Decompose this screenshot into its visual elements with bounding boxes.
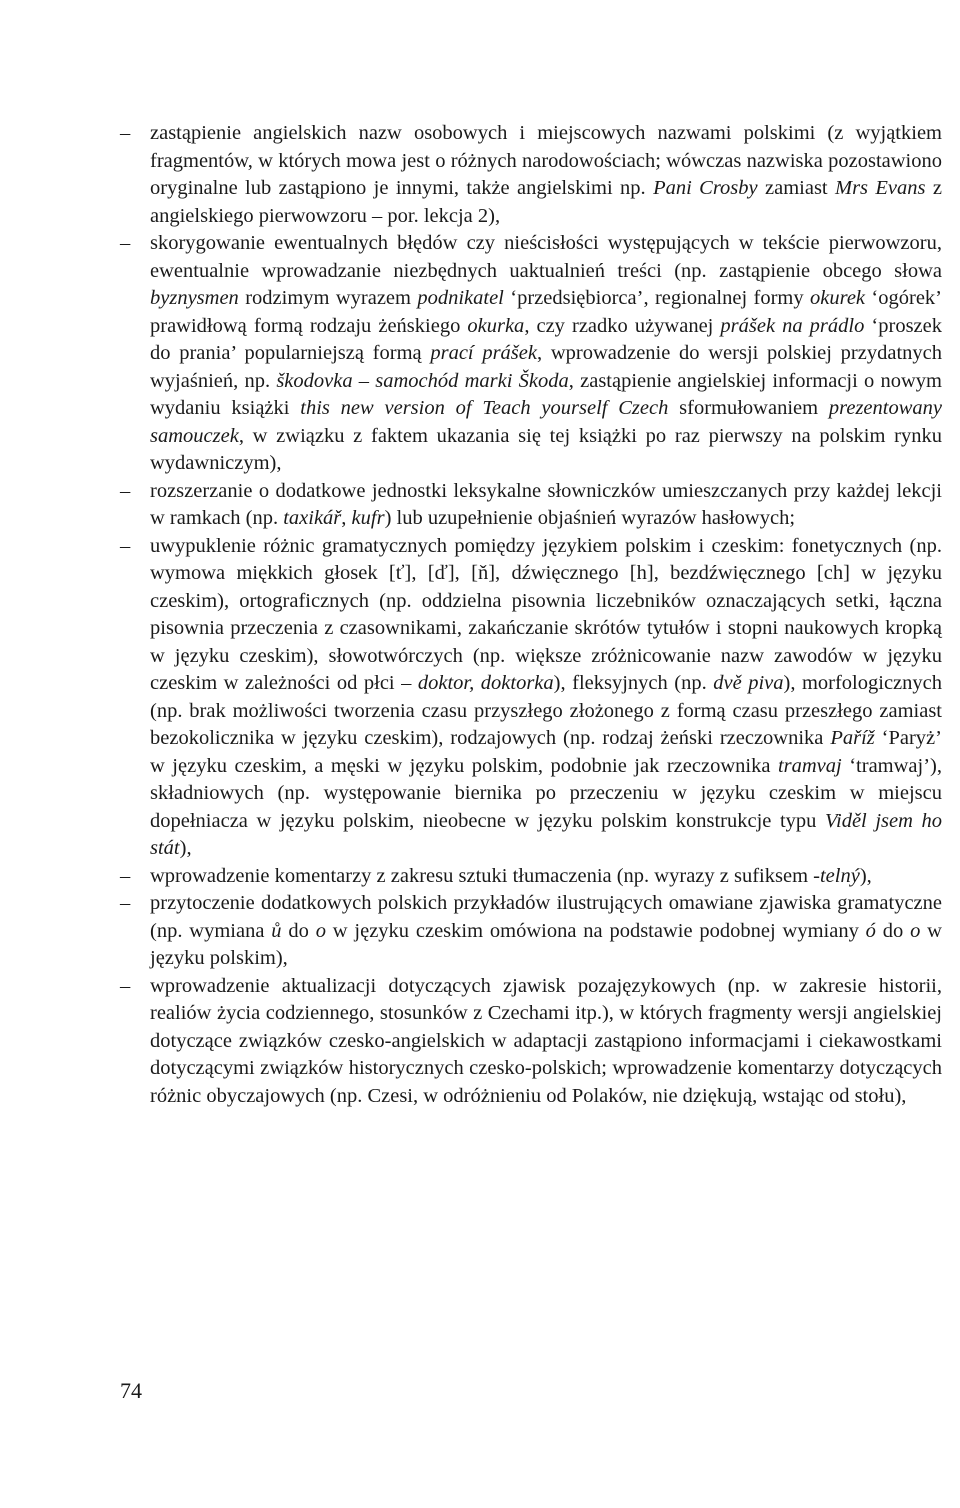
dash-bullet: – [120, 479, 131, 502]
italic-term: tramvaj [777, 754, 842, 777]
list-item [120, 478, 942, 533]
text-run: zastąpienie angielskich nazw osobowych i miejscowych nazwami polskimi (z wyjątkiem fragmentów, w których mowa jest o różnych narodowościach; wówczas nazwiska pozostawiono oryginalne lub zastąpiono je innymi, także angielskimi np. [150, 122, 942, 199]
item-text [150, 535, 942, 860]
page-number: 74 [120, 1378, 142, 1403]
italic-term: doktor, doktorka [417, 672, 554, 694]
dash-bullet: – [120, 974, 131, 997]
text-run: ‘proszek do prania’ popularniejszą formą [150, 314, 942, 364]
italic-term: Mrs Evans [835, 177, 926, 199]
italic-term: prezentowany samouczek [150, 397, 942, 447]
text-run: ‘przedsiębiorca’, regionalnej formy [503, 287, 811, 309]
italic-term: prášek na prádlo [720, 314, 865, 337]
dash-bullet: – [120, 122, 131, 144]
italic-term: byznysmen [150, 287, 239, 309]
text-run: ) lub uzupełnienie objaśnień wyrazów hasłowych; [384, 507, 796, 529]
italic-term: taxikář [283, 507, 342, 529]
italic-term: -telný [813, 864, 860, 887]
text-run: , wprowadzenie do wersji polskiej przydatnych wyjaśnień, np. [150, 342, 942, 392]
list-item [120, 120, 942, 230]
text-run: ), [859, 864, 872, 887]
list-item [120, 890, 942, 973]
text-run: sformułowaniem [668, 397, 829, 419]
text-run: rodzimym wyrazem [238, 287, 418, 309]
italic-term: o [315, 919, 326, 942]
item-text [150, 975, 942, 1107]
item-text [150, 892, 942, 969]
text-run: wprowadzenie aktualizacji dotyczących zjawisk pozajęzykowych (np. w zakresie historii, realiów życia codziennego, stosunków z Czechami itp.), w których fragmenty wersji angielskiej dotyczące związków czesko-angielskich w adaptacji zastąpiono informacjami i ciekawostkami dotyczącymi związków historycznych czesko-polskich; wprowadzenie komentarzy dotyczących różnic obyczajowych (np. Czesi, w odróżnieniu od Polaków, nie dziękują, wstając od stołu), [150, 974, 942, 1107]
text-run: , [341, 507, 352, 529]
list-item [120, 533, 942, 863]
text-run: , w związku z faktem ukazania się tej książki po raz pierwszy na polskim rynku wydawniczym), [150, 424, 942, 474]
italic-term: okurka [467, 314, 525, 337]
list-item [120, 973, 942, 1111]
text-run: w języku polskim), [150, 919, 942, 969]
italic-term: kufr [351, 507, 385, 529]
dash-bullet: – [120, 232, 131, 254]
item-text [150, 480, 942, 530]
text-run: ‘ogórek’ prawidłową formą rodzaju żeńskiego [150, 287, 942, 337]
italic-term: ů [271, 919, 282, 942]
text-run: do [281, 919, 316, 942]
item-text [150, 865, 872, 887]
italic-term: o [910, 919, 921, 942]
text-run: ), morfologicznych (np. brak możliwości tworzenia czasu przyszłego złożonego z formą czasu przeszłego zamiast bezokolicznika w języku czeskim), rodzajowych (np. rodzaj żeński rzeczownika [150, 672, 942, 749]
italic-term: škodovka – samochód marki Škoda [276, 369, 569, 392]
text-run: w języku czeskim omówiona na podstawie podobnej wymiany [325, 919, 866, 942]
dash-bullet: – [120, 864, 131, 887]
item-text [150, 122, 942, 227]
dash-bullet: – [120, 892, 131, 914]
text-run: do [875, 919, 911, 942]
text-run: skorygowanie ewentualnych błędów czy nieścisłości występujących w tekście pierwowzoru, ewentualnie wprowadzanie niezbędnych uaktualnień treści (np. zastąpienie obcego słowa [150, 232, 942, 282]
italic-term: Pani Crosby [653, 177, 758, 199]
italic-term: podnikatel [417, 287, 504, 309]
text-run: z angielskiego pierwowzoru – por. lekcja 2), [150, 177, 942, 227]
text-run: ‘tramwaj’), składniowych (np. występowanie biernika po przeczeniu w języku czeskim w miejscu dopełniacza w języku polskim, nieobecne w języku polskim konstrukcje typu [150, 754, 942, 832]
italic-term: Viděl jsem ho stát [150, 809, 942, 859]
italic-term: this new version of Teach yourself Czech [300, 397, 669, 419]
text-run: ), [179, 837, 192, 859]
item-text [150, 232, 942, 474]
text-run: przytoczenie dodatkowych polskich przykładów ilustrujących omawiane zjawiska gramatyczne (np. wymiana [150, 892, 942, 942]
italic-term: prací prášek [430, 342, 537, 364]
text-run: wprowadzenie komentarzy z zakresu sztuki tłumaczenia (np. wyrazy z sufiksem [150, 864, 814, 887]
text-run: ), fleksyjnych (np. [553, 672, 714, 694]
list-item [120, 230, 942, 478]
italic-term: okurek [810, 287, 866, 309]
italic-term: ó [865, 919, 876, 942]
text-run: zamiast [757, 177, 835, 199]
text-run: uwypuklenie różnic gramatycznych pomiędzy językiem polskim i czeskim: fonetycznych (np. wymowa miękkich głosek [ť], [ď], [ň], dźwięcznego [h], bezdźwięcznego [ch] w języku czeskim), ortograficznych (np. oddzielna pisownia liczebników oznaczających setki, łączna pisownia przeczenia z czasownikami, zakańczanie skrótów tytułów i stopni naukowych kropką w języku czeskim), słowotwórczych (np. większe zróżnicowanie nazw zawodów w języku czeskim w zależności od płci – [150, 534, 942, 694]
text-run: , zastąpienie angielskiej informacji o nowym wydaniu książki [150, 369, 942, 419]
dash-bullet: – [120, 534, 131, 557]
italic-term: dvě piva [713, 672, 784, 694]
page-body [120, 120, 942, 1110]
bullet-list [120, 120, 942, 1110]
text-run: ‘Paryż’ w języku czeskim, a męski w języku polskim, podobnie jak rzeczownika [150, 727, 942, 777]
text-run: , czy rzadko używanej [524, 314, 721, 337]
list-item [120, 863, 942, 891]
text-run: rozszerzanie o dodatkowe jednostki leksykalne słowniczków umieszczanych przy każdej lekcji w ramkach (np. [150, 479, 942, 529]
italic-term: Paříž [830, 727, 875, 749]
